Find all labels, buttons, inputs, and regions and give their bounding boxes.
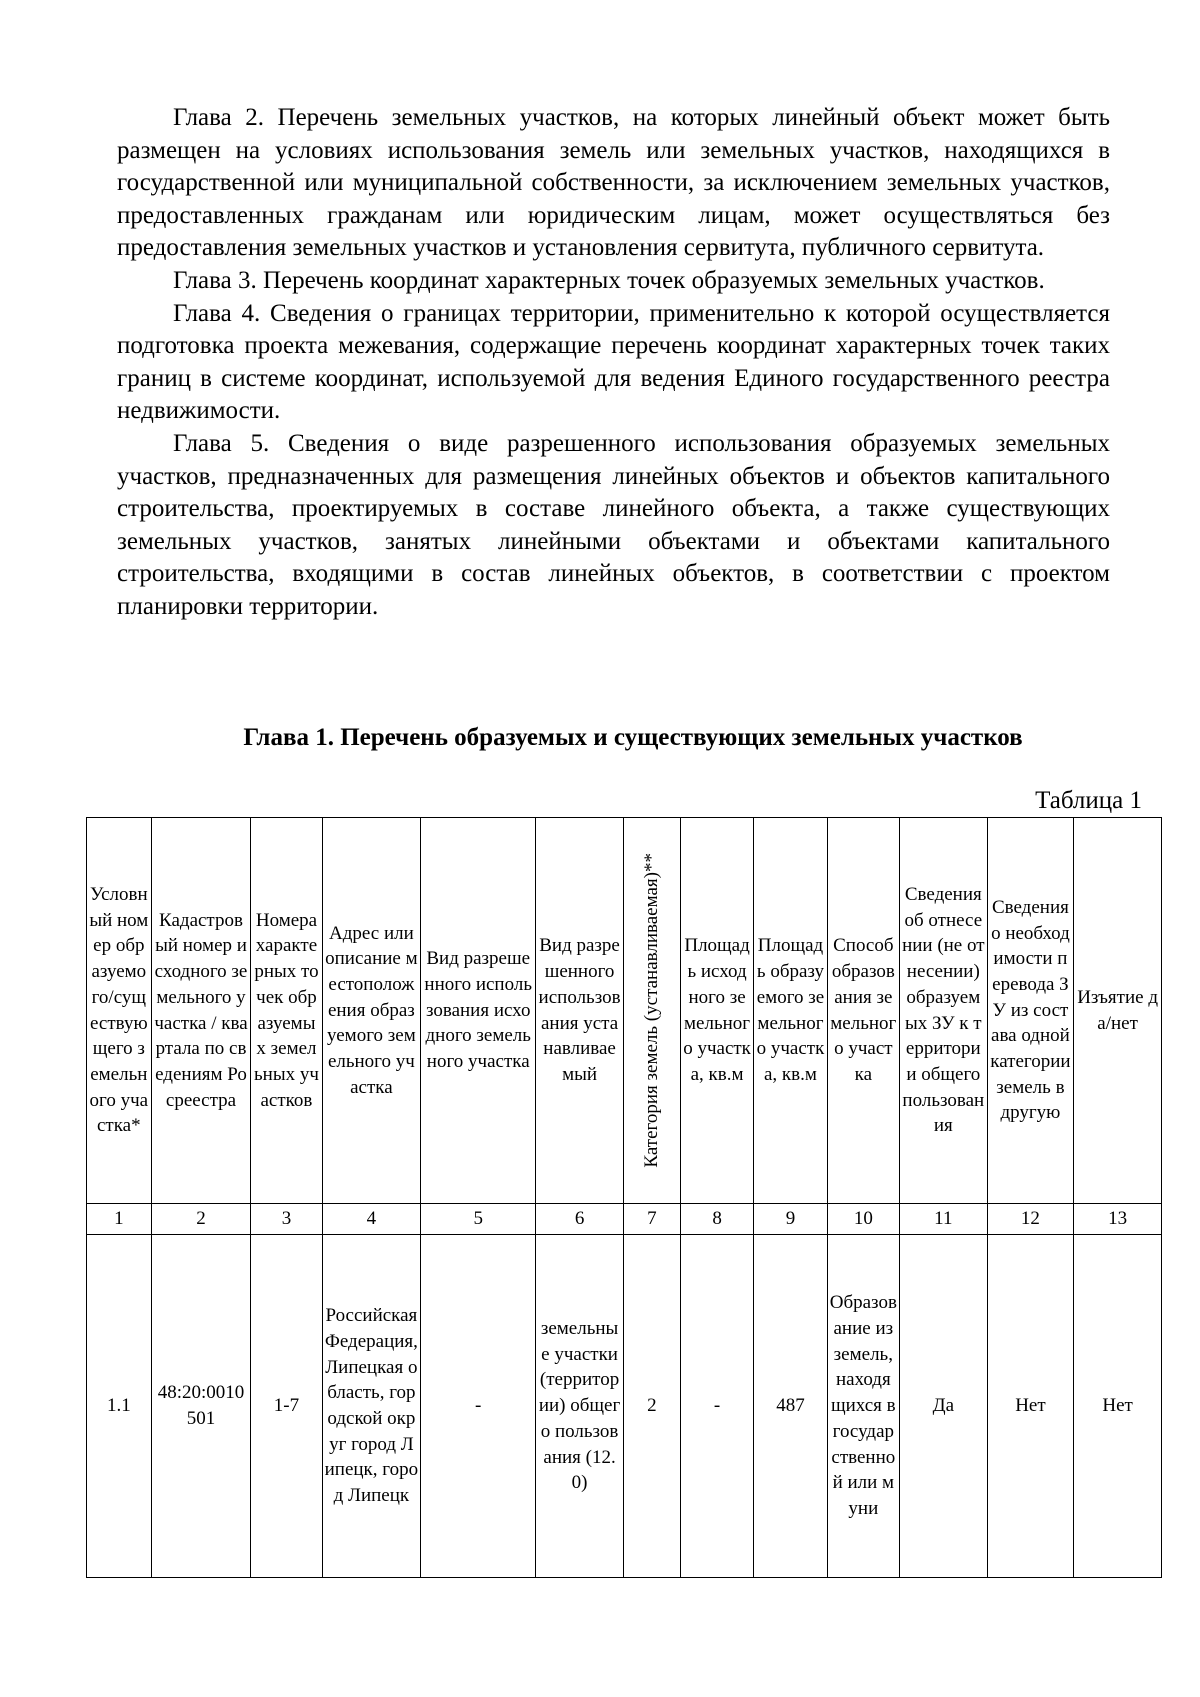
header-cell: Площадь исходного земельного участка, кв.м [680,818,753,1204]
table-header-row [87,818,1162,1204]
header-cell: Площадь образуемого земельного участка, кв.м [754,818,827,1204]
section-heading: Глава 1. Перечень образуемых и существующих земельных участков [243,724,1023,751]
column-number: 13 [1074,1204,1162,1235]
header-cell: Вид разрешенного использования устанавливаемый [536,818,624,1204]
land-plots-table [86,817,1162,1578]
table-cell: - [421,1235,536,1578]
table-cell: 48:20:0010501 [151,1235,251,1578]
header-cell: Изъятие да/нет [1074,818,1162,1204]
paragraph-chapter-3: Глава 3. Перечень координат характерных точек образуемых земельных участков. [173,266,1045,294]
column-number: 5 [421,1204,536,1235]
table-cell: 487 [754,1235,827,1578]
table-cell: Российская Федерация, Липецкая область, городской округ город Липецк, город Липецк [322,1235,421,1578]
header-cell: Номера характерных точек образуемых земельных участков [251,818,322,1204]
paragraph-chapter-4: Глава 4. Сведения о границах территории, применительно к которой осуществляется подготовка проекта межевания, содержащие перечень координат характерных точек таких границ в системе координат, используемой для ведения Единого государственного реестра недвижимости. [117,299,1110,425]
column-number: 4 [322,1204,421,1235]
column-number: 12 [987,1204,1074,1235]
table-cell: Нет [987,1235,1074,1578]
header-cell: Вид разрешенного использования исходного земельного участка [421,818,536,1204]
table-cell: 2 [623,1235,680,1578]
column-number: 3 [251,1204,322,1235]
table-cell: Да [899,1235,987,1578]
header-cell: Способ образования земельного участка [827,818,899,1204]
column-number: 10 [827,1204,899,1235]
table-cell: - [680,1235,753,1578]
table-label: Таблица 1 [1035,787,1142,814]
header-cell: Адрес или описание местоположения образуемого земельного участка [322,818,421,1204]
column-number: 7 [623,1204,680,1235]
column-number: 9 [754,1204,827,1235]
column-number: 11 [899,1204,987,1235]
column-number: 2 [151,1204,251,1235]
header-cell-vertical [623,818,680,1204]
paragraph-chapter-5: Глава 5. Сведения о виде разрешенного использования образуемых земельных участков, предназначенных для размещения линейных объектов и объектов капитального строительства, проектируемых в составе линейного объекта, а также существующих земельных участков, занятых линейными объектами и объектами капитального строительства, входящими в состав линейных объектов, в соответствии с проектом планировки территории. [117,429,1110,620]
table-cell: Образование из земель, находящихся в государственной или муни [827,1235,899,1578]
table-cell: 1.1 [87,1235,152,1578]
header-cell: Кадастровый номер исходного земельного участка / квартала по сведениям Росреестра [151,818,251,1204]
column-number: 6 [536,1204,624,1235]
header-cell-vertical-text: Категория земель (устанавливаемая)** [640,853,662,1168]
header-cell: Сведения об отнесении (не отнесении) образуемых ЗУ к территории общего пользования [899,818,987,1204]
column-number: 1 [87,1204,152,1235]
column-number: 8 [680,1204,753,1235]
document-body [117,102,1110,624]
paragraph-chapter-2: Глава 2. Перечень земельных участков, на которых линейный объект может быть размещен на условиях использования земель или земельных участков, находящихся в государственной или муниципальной собственности, за исключением земельных участков, предоставленных гражданам или юридическим лицам, может осуществляться без предоставления земельных участков и установления сервитута, публичного сервитута. [117,104,1110,262]
table-cell: 1-7 [251,1235,322,1578]
table-row [87,1235,1162,1578]
table-cell: земельные участки (территории) общего пользования (12.0) [536,1235,624,1578]
table-cell: Нет [1074,1235,1162,1578]
table-column-numbers-row [87,1204,1162,1235]
header-cell: Условный номер образуемого/существующего земельного участка* [87,818,152,1204]
header-cell: Сведения о необходимости перевода ЗУ из состава одной категории земель в другую [987,818,1074,1204]
